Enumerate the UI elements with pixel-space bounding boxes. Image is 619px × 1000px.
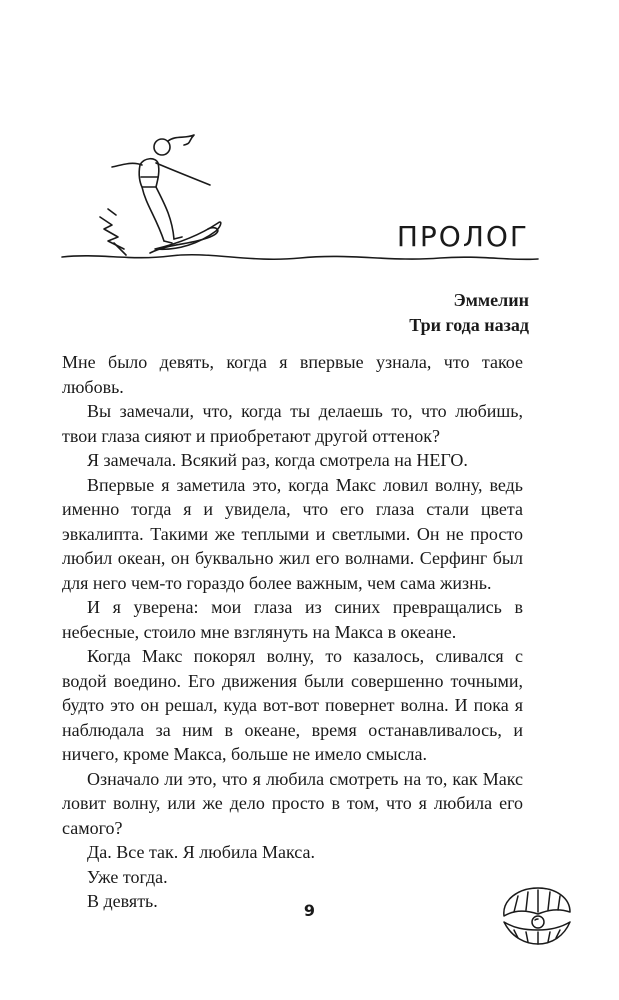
narrator-name: Эммелин xyxy=(453,290,529,310)
paragraph: Означало ли это, что я любила смотреть на то, как Макс ловит волну, или же дело просто в том, что я любила его самого? xyxy=(62,768,523,838)
paragraph: В девять. xyxy=(87,891,158,911)
paragraph: Вы замечали, что, когда ты делаешь то, что любишь, твои глаза сияют и приобретают другой оттенок? xyxy=(62,401,523,446)
chapter-title: ПРОЛОГ xyxy=(396,220,529,253)
body-text xyxy=(62,350,523,914)
chapter-byline xyxy=(409,288,529,338)
paragraph: Уже тогда. xyxy=(87,866,168,887)
paragraph: Я замечала. Всякий раз, когда смотрела на НЕГО. xyxy=(87,450,468,470)
paragraph: Когда Макс покорял волну, то казалось, сливался с водой воедино. Его движения были совершенно точными, будто это он решал, куда вот-вот повернет волна. И пока я наблюдала за ним в океане, время останавливалось, и ничего, кроме Макса, больше не имело смысла. xyxy=(62,646,523,764)
page-number: 9 xyxy=(303,901,316,920)
paragraph: И я уверена: мои глаза из синих превращались в небесные, стоило мне взглянуть на Макса в океане. xyxy=(62,597,523,642)
paragraph: Впервые я заметила это, когда Макс ловил волну, ведь именно тогда я и увидела, что его глаза стали цвета эвкалипта. Такими же теплыми и светлыми. Он не просто любил океан, он буквально жил его волнами. Серфинг был для него чем-то гораздо более важным, чем сама жизнь. xyxy=(62,474,523,593)
paragraph: Да. Все так. Я любила Макса. xyxy=(87,842,315,862)
time-label: Три года назад xyxy=(409,315,529,335)
shell-with-pearl-icon xyxy=(498,882,576,950)
paragraph: Мне было девять, когда я впервые узнала, что такое любовь. xyxy=(62,352,523,397)
